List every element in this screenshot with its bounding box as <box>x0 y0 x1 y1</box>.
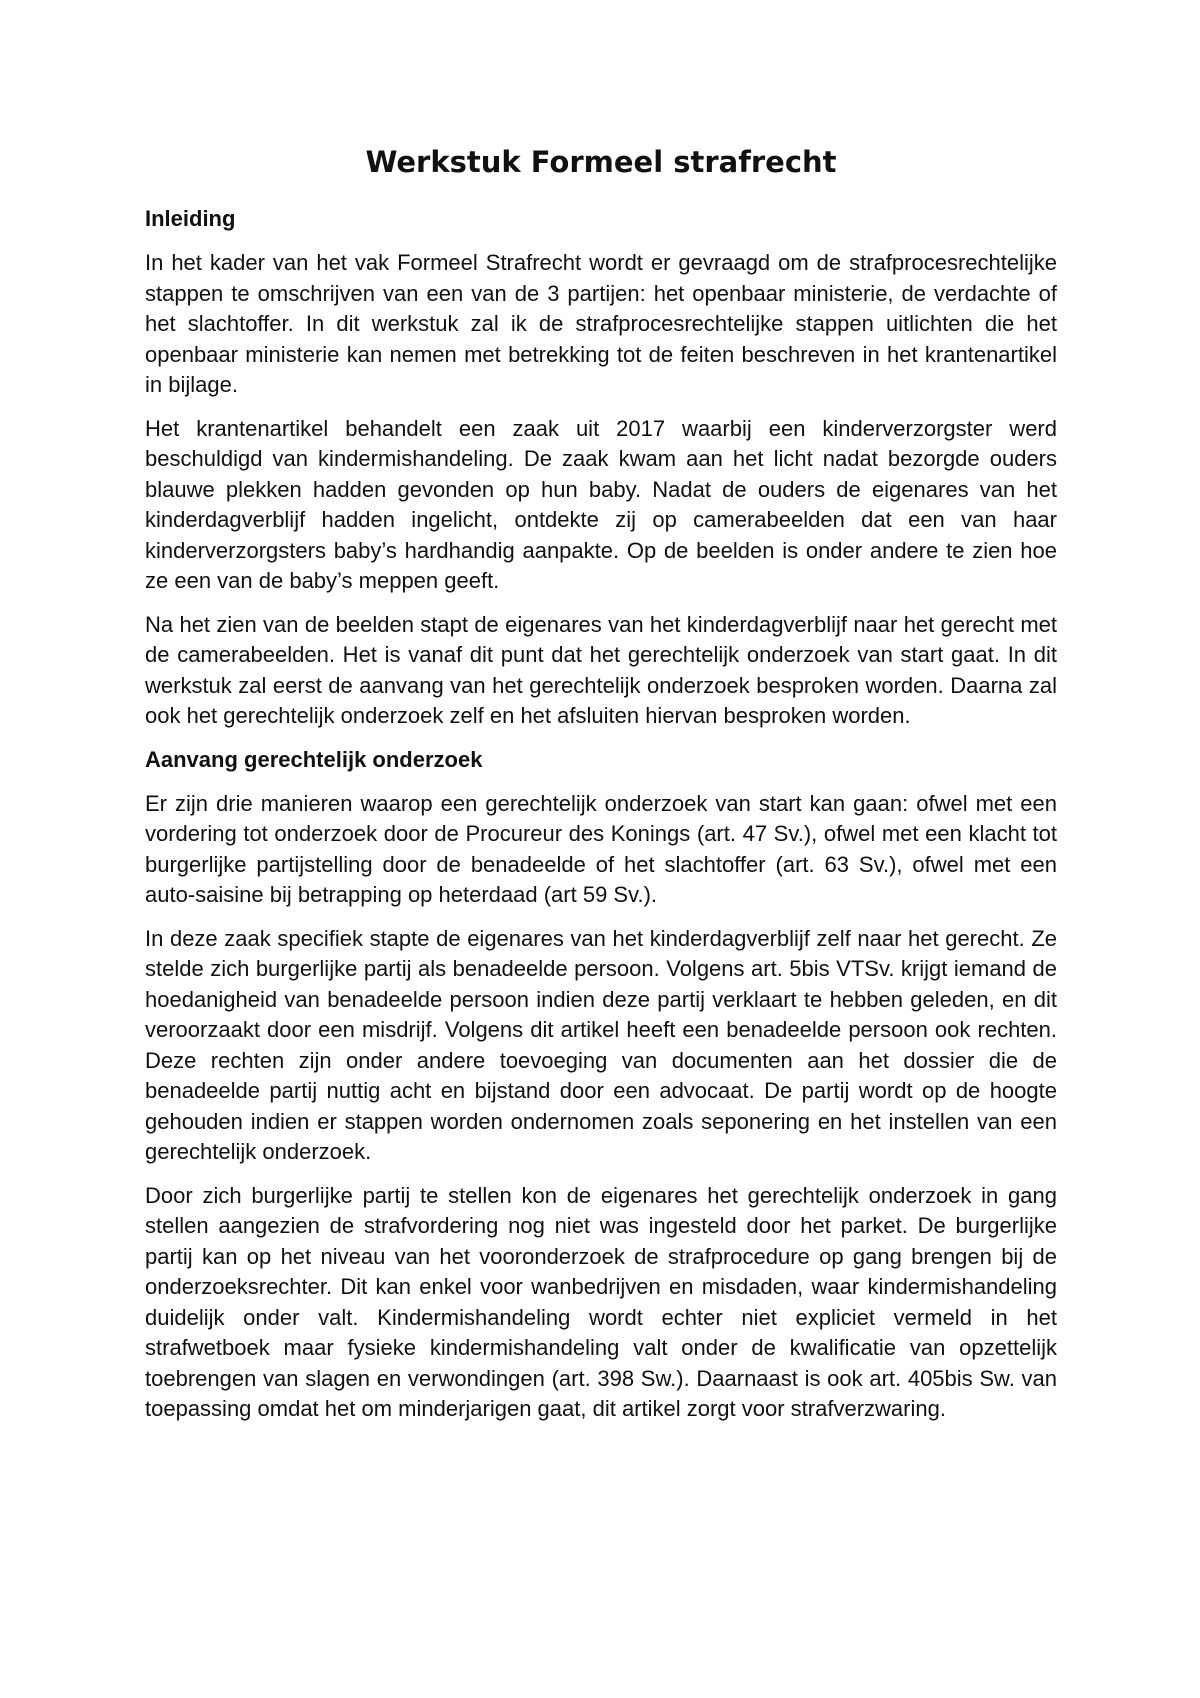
paragraph: Er zijn drie manieren waarop een gerechtelijk onderzoek van start kan gaan: ofwel met een vordering tot onderzoek door de Procureur des Konings (art. 47 Sv.), ofwel met een klacht tot burgerlijke partijstelling door de benadeelde of het slachtoffer (art. 63 Sv.), ofwel met een auto-saisine bij betrapping op heterdaad (art 59 Sv.). <box>145 790 1057 907</box>
paragraph: In deze zaak specifiek stapte de eigenares van het kinderdagverblijf zelf naar het gerecht. Ze stelde zich burgerlijke partij als benadeelde persoon. Volgens art. 5bis VTSv. krijgt iemand de hoedanigheid van benadeelde persoon indien deze partij verklaart te hebben geleden, en dit veroorzaakt door een misdrijf. Volgens dit artikel heeft een benadeelde persoon ook rechten. Deze rechten zijn onder andere toevoeging van documenten aan het dossier die de benadeelde partij nuttig acht en bijstand door een advocaat. De partij wordt op de hoogte gehouden indien er stappen worden ondernomen zoals seponering en het instellen van een gerechtelijk onderzoek. <box>145 925 1057 1164</box>
paragraph: Het krantenartikel behandelt een zaak uit 2017 waarbij een kinderverzorgster werd beschuldigd van kindermishandeling. De zaak kwam aan het licht nadat bezorgde ouders blauwe plekken hadden gevonden op hun baby. Nadat de ouders de eigenares van het kinderdagverblijf hadden ingelicht, ontdekte zij op camerabeelden dat een van haar kinderverzorgsters baby’s hardhandig aanpakte. Op de beelden is onder andere te zien hoe ze een van de baby’s meppen geeft. <box>145 415 1057 593</box>
section-heading: Inleiding <box>145 206 236 231</box>
section-inleiding <box>145 204 1057 732</box>
document-title: Werkstuk Formeel strafrecht <box>365 145 837 179</box>
document-body <box>145 140 1057 1438</box>
paragraph: Door zich burgerlijke partij te stellen kon de eigenares het gerechtelijk onderzoek in gang stellen aangezien de strafvordering nog niet was ingesteld door het parket. De burgerlijke partij kan op het niveau van het vooronderzoek de strafprocedure op gang brengen bij de onderzoeksrechter. Dit kan enkel voor wanbedrijven en misdaden, waar kindermishandeling duidelijk onder valt. Kindermishandeling wordt echter niet expliciet vermeld in het strafwetboek maar fysieke kindermishandeling valt onder de kwalificatie van opzettelijk toebrengen van slagen en verwondingen (art. 398 Sw.). Daarnaast is ook art. 405bis Sw. van toepassing omdat het om minderjarigen gaat, dit artikel zorgt voor strafverzwaring. <box>145 1182 1057 1421</box>
section-heading: Aanvang gerechtelijk onderzoek <box>145 746 483 772</box>
paragraph: In het kader van het vak Formeel Strafrecht wordt er gevraagd om de strafprocesrechtelijke stappen te omschrijven van een van de 3 partijen: het openbaar ministerie, de verdachte of het slachtoffer. In dit werkstuk zal ik de strafprocesrechtelijke stappen uitlichten die het openbaar ministerie kan nemen met betrekking tot de feiten beschreven in het krantenartikel in bijlage. <box>145 250 1057 397</box>
paragraph: Na het zien van de beelden stapt de eigenares van het kinderdagverblijf naar het gerecht met de camerabeelden. Het is vanaf dit punt dat het gerechtelijk onderzoek van start gaat. In dit werkstuk zal eerst de aanvang van het gerechtelijk onderzoek besproken worden. Daarna zal ook het gerechtelijk onderzoek zelf en het afsluiten hiervan besproken worden. <box>145 611 1057 728</box>
section-aanvang-gerechtelijk-onderzoek <box>145 745 1057 1425</box>
